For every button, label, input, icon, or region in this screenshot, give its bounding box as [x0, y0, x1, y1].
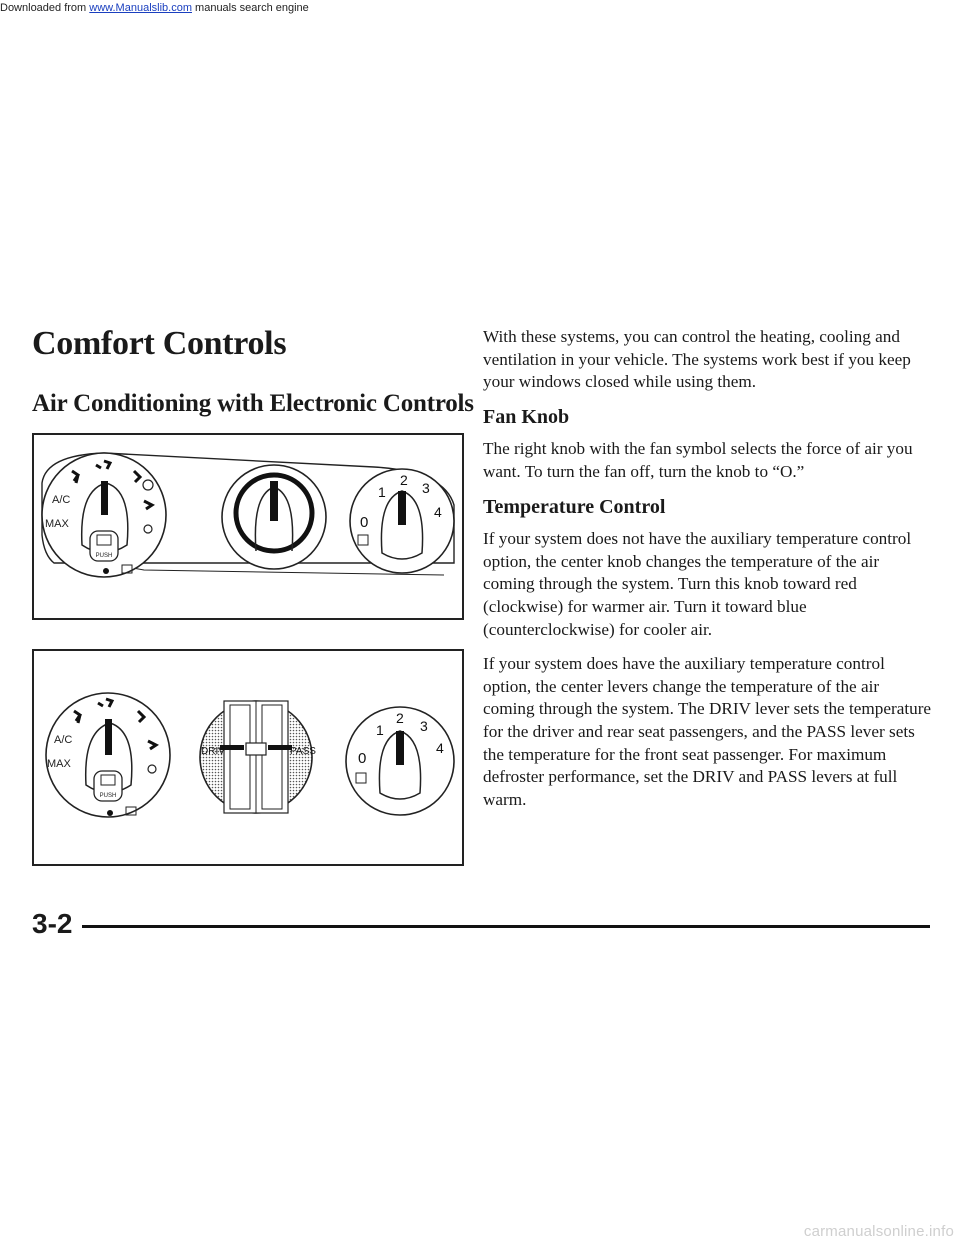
mode-knob-2	[46, 693, 170, 817]
page-number: 3-2	[32, 908, 73, 939]
manualslib-link[interactable]: www.Manualslib.com	[89, 2, 192, 14]
fan-speed-0: 0	[360, 514, 369, 531]
fan-speed-1: 1	[378, 484, 386, 500]
fan-knob-paragraph: The right knob with the fan symbol selects the force of air you want. To turn the fan off, turn the knob to “O.”	[483, 439, 913, 481]
temperature-levers	[200, 701, 316, 813]
ac-label-2: A/C	[54, 734, 73, 746]
body-text-column	[483, 326, 933, 823]
intro-paragraph: With these systems, you can control the heating, cooling and ventilation in your vehicle. The systems work best if you keep your windows closed while using them.	[483, 327, 911, 392]
temperature-control-heading: Temperature Control	[483, 495, 666, 518]
fan-knob-heading: Fan Knob	[483, 405, 570, 428]
push-label: PUSH	[95, 553, 113, 559]
figure-controls-levers	[32, 649, 464, 866]
fan-speed-0-2: 0	[358, 750, 367, 767]
temperature-knob	[222, 465, 326, 569]
figure-controls-rotary	[32, 433, 464, 620]
download-watermark: Downloaded from www.Manualslib.com manuals search engine	[0, 2, 309, 14]
fan-knob-2	[346, 707, 454, 815]
max-label-2: MAX	[47, 758, 71, 770]
page-title: Comfort Controls	[32, 325, 287, 362]
mode-knob	[42, 453, 166, 577]
ac-label: A/C	[52, 494, 71, 506]
footer-rule	[82, 925, 930, 928]
fan-speed-3: 3	[422, 480, 430, 496]
temperature-paragraph-2: If your system does have the auxiliary temperature control option, the center levers change the temperature of the air coming through the system. The DRIV lever sets the temperature for the driver and rear seat passengers, and the PASS lever sets the temperature for the front seat passenger. For maximum defroster performance, set the DRIV and PASS levers at full warm.	[483, 654, 932, 809]
site-watermark: carmanualsonline.info	[803, 1223, 954, 1240]
temperature-paragraph-1: If your system does not have the auxiliary temperature control option, the center knob changes the temperature of the air coming through the system. Turn this knob toward red (clockwise) for warmer air. Turn it toward blue (counterclockwise) for cooler air.	[483, 529, 912, 639]
max-label: MAX	[45, 518, 69, 530]
fan-speed-2: 2	[400, 472, 408, 488]
pass-lever	[268, 745, 292, 750]
pass-label: PASS	[290, 746, 316, 757]
fan-speed-2-2: 2	[396, 710, 404, 726]
fan-speed-4: 4	[434, 504, 442, 520]
driv-label: DRIV	[201, 746, 225, 757]
fan-speed-3-2: 3	[420, 718, 428, 734]
fan-speed-4-2: 4	[436, 740, 444, 756]
fan-knob	[350, 469, 454, 573]
fan-speed-1-2: 1	[376, 722, 384, 738]
push-label-2: PUSH	[99, 793, 117, 799]
section-title: Air Conditioning with Electronic Controls	[32, 390, 474, 417]
